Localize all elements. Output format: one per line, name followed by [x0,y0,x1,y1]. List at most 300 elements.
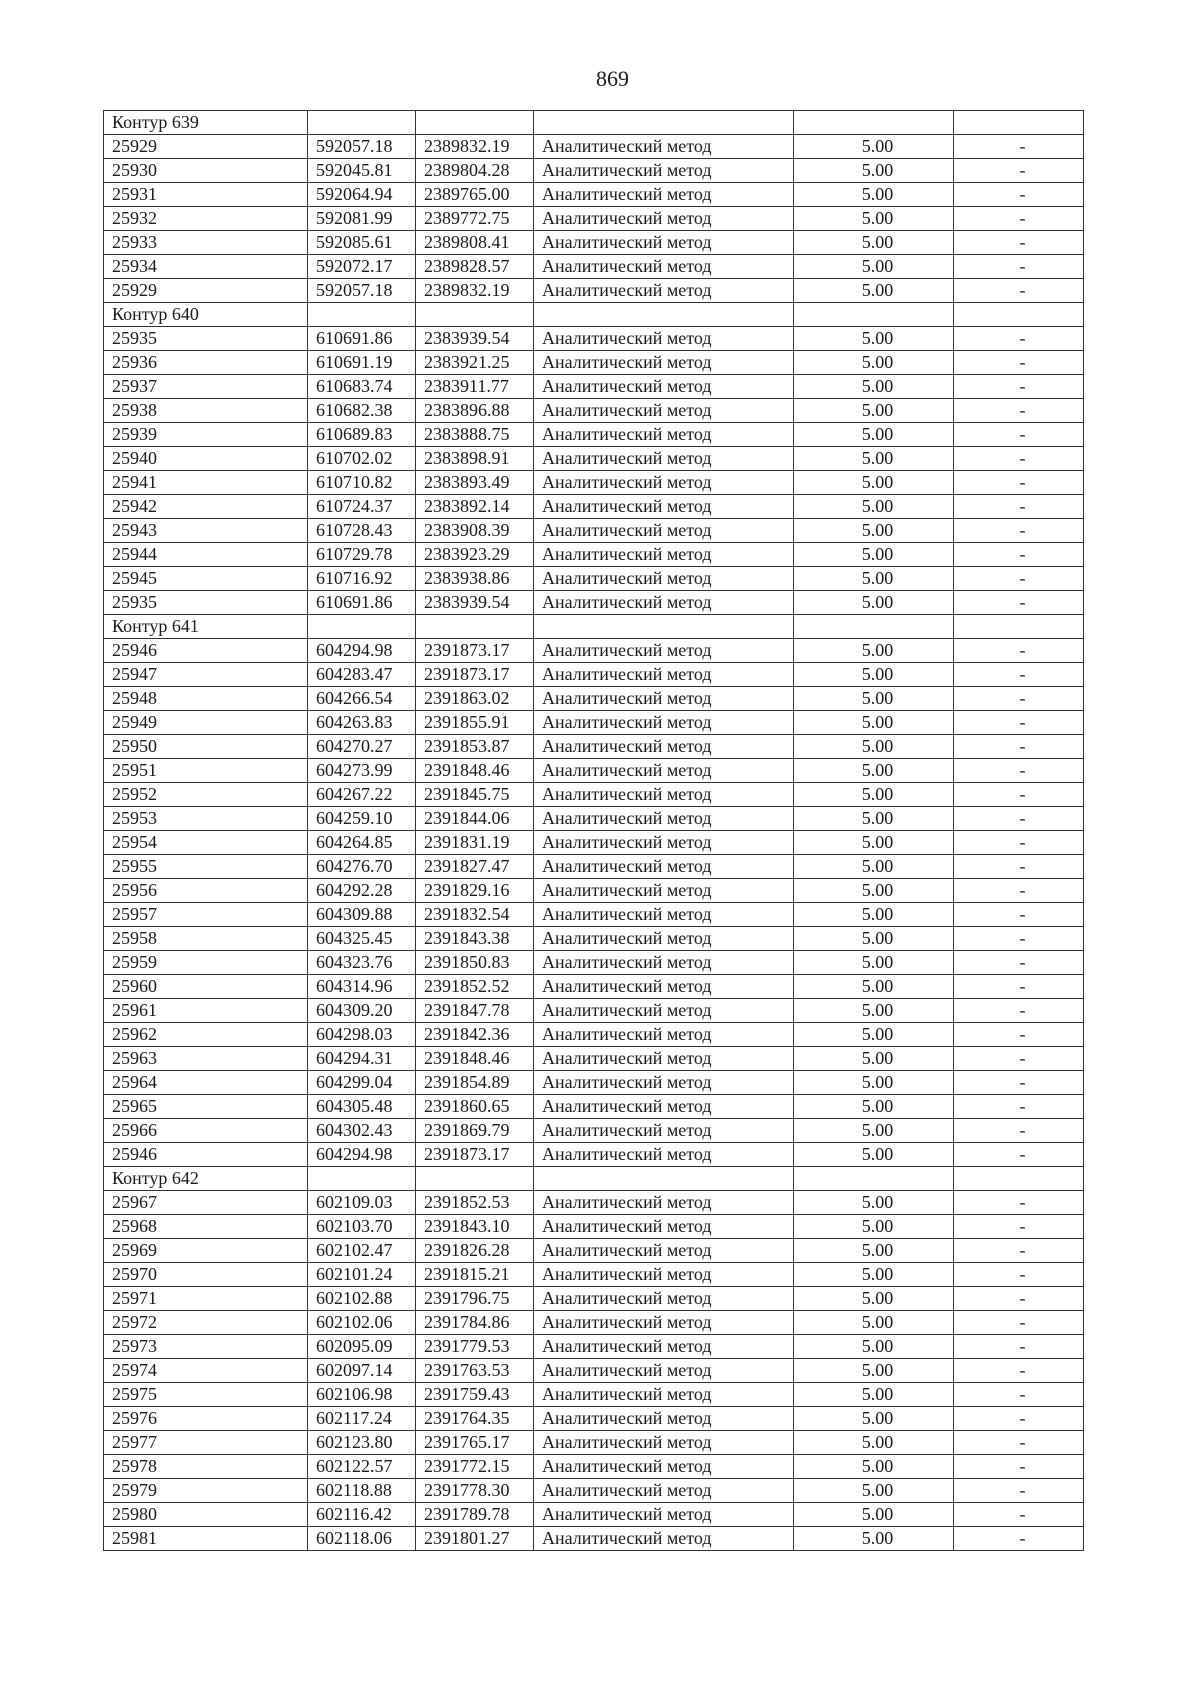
note: - [954,1383,1084,1407]
point-id: 25932 [104,207,308,231]
point-id: 25969 [104,1239,308,1263]
coord-y: 2391843.10 [416,1215,534,1239]
precision: 5.00 [794,423,954,447]
point-id: 25930 [104,159,308,183]
precision: 5.00 [794,855,954,879]
coord-y: 2391852.52 [416,975,534,999]
coord-x: 610691.19 [308,351,416,375]
point-id: 25974 [104,1359,308,1383]
precision: 5.00 [794,399,954,423]
method: Аналитический метод [534,447,794,471]
table-row [104,159,1084,183]
coord-x: 592045.81 [308,159,416,183]
method: Аналитический метод [534,975,794,999]
coord-y: 2389804.28 [416,159,534,183]
table-row [104,1527,1084,1551]
table-row [104,903,1084,927]
point-id: 25947 [104,663,308,687]
table-row [104,1335,1084,1359]
coord-y: 2391848.46 [416,1047,534,1071]
point-id: 25979 [104,1479,308,1503]
coord-x: 604294.98 [308,639,416,663]
contour-header-row [104,1167,1084,1191]
coord-x: 602102.88 [308,1287,416,1311]
coord-x: 610729.78 [308,543,416,567]
coord-x: 604325.45 [308,927,416,951]
precision: 5.00 [794,327,954,351]
method: Аналитический метод [534,783,794,807]
contour-name: Контур 639 [104,111,308,135]
point-id: 25934 [104,255,308,279]
coord-x: 604259.10 [308,807,416,831]
precision: 5.00 [794,1263,954,1287]
point-id: 25944 [104,543,308,567]
point-id: 25977 [104,1431,308,1455]
coord-y: 2389765.00 [416,183,534,207]
point-id: 25959 [104,951,308,975]
note: - [954,1119,1084,1143]
note: - [954,1239,1084,1263]
method: Аналитический метод [534,1215,794,1239]
note: - [954,1143,1084,1167]
table-row [104,1071,1084,1095]
coord-x: 602103.70 [308,1215,416,1239]
coord-y: 2391873.17 [416,639,534,663]
method: Аналитический метод [534,567,794,591]
precision: 5.00 [794,1119,954,1143]
precision: 5.00 [794,1239,954,1263]
method: Аналитический метод [534,807,794,831]
table-row [104,1479,1084,1503]
coord-y: 2383892.14 [416,495,534,519]
point-id: 25935 [104,591,308,615]
method: Аналитический метод [534,351,794,375]
point-id: 25973 [104,1335,308,1359]
point-id: 25978 [104,1455,308,1479]
precision: 5.00 [794,1191,954,1215]
method: Аналитический метод [534,375,794,399]
coord-y: 2383896.88 [416,399,534,423]
point-id: 25955 [104,855,308,879]
table-row [104,1239,1084,1263]
precision: 5.00 [794,1479,954,1503]
contour-name: Контур 642 [104,1167,308,1191]
precision: 5.00 [794,207,954,231]
note: - [954,975,1084,999]
method: Аналитический метод [534,1479,794,1503]
note: - [954,207,1084,231]
precision: 5.00 [794,159,954,183]
precision: 5.00 [794,663,954,687]
table-row [104,951,1084,975]
method: Аналитический метод [534,279,794,303]
precision: 5.00 [794,543,954,567]
method: Аналитический метод [534,495,794,519]
method: Аналитический метод [534,1359,794,1383]
point-id: 25949 [104,711,308,735]
point-id: 25933 [104,231,308,255]
coord-x: 604309.20 [308,999,416,1023]
precision: 5.00 [794,1095,954,1119]
coord-y: 2391784.86 [416,1311,534,1335]
method: Аналитический метод [534,1239,794,1263]
method: Аналитический метод [534,1311,794,1335]
precision: 5.00 [794,687,954,711]
coord-y: 2383893.49 [416,471,534,495]
note: - [954,495,1084,519]
point-id: 25953 [104,807,308,831]
note: - [954,591,1084,615]
coord-x: 604294.98 [308,1143,416,1167]
method: Аналитический метод [534,711,794,735]
coord-y: 2383923.29 [416,543,534,567]
coord-y: 2391873.17 [416,663,534,687]
note: - [954,1071,1084,1095]
table-row [104,1143,1084,1167]
note: - [954,231,1084,255]
method: Аналитический метод [534,1191,794,1215]
method: Аналитический метод [534,639,794,663]
precision: 5.00 [794,183,954,207]
coord-y: 2391843.38 [416,927,534,951]
coord-y: 2391853.87 [416,735,534,759]
coord-x: 610691.86 [308,591,416,615]
precision: 5.00 [794,999,954,1023]
point-id: 25966 [104,1119,308,1143]
note: - [954,1431,1084,1455]
empty-cell [308,1167,416,1191]
table-row [104,351,1084,375]
point-id: 25971 [104,1287,308,1311]
precision: 5.00 [794,1335,954,1359]
coord-y: 2391801.27 [416,1527,534,1551]
note: - [954,1479,1084,1503]
precision: 5.00 [794,1143,954,1167]
table-row [104,831,1084,855]
note: - [954,735,1084,759]
table-row [104,855,1084,879]
method: Аналитический метод [534,159,794,183]
precision: 5.00 [794,1407,954,1431]
method: Аналитический метод [534,1431,794,1455]
precision: 5.00 [794,975,954,999]
note: - [954,183,1084,207]
coord-y: 2391763.53 [416,1359,534,1383]
table-row [104,639,1084,663]
table-row [104,135,1084,159]
table-row [104,807,1084,831]
empty-cell [534,303,794,327]
table-row [104,1503,1084,1527]
table-row [104,1311,1084,1335]
coord-x: 602106.98 [308,1383,416,1407]
point-id: 25961 [104,999,308,1023]
precision: 5.00 [794,1431,954,1455]
coord-x: 602122.57 [308,1455,416,1479]
precision: 5.00 [794,639,954,663]
precision: 5.00 [794,759,954,783]
coord-y: 2383938.86 [416,567,534,591]
point-id: 25960 [104,975,308,999]
point-id: 25964 [104,1071,308,1095]
note: - [954,159,1084,183]
note: - [954,663,1084,687]
method: Аналитический метод [534,759,794,783]
note: - [954,471,1084,495]
note: - [954,783,1084,807]
table-row [104,231,1084,255]
coord-x: 610691.86 [308,327,416,351]
method: Аналитический метод [534,1407,794,1431]
note: - [954,1359,1084,1383]
precision: 5.00 [794,903,954,927]
table-row [104,495,1084,519]
note: - [954,1215,1084,1239]
coord-y: 2391815.21 [416,1263,534,1287]
note: - [954,711,1084,735]
precision: 5.00 [794,447,954,471]
point-id: 25936 [104,351,308,375]
method: Аналитический метод [534,1335,794,1359]
coord-x: 592072.17 [308,255,416,279]
coord-x: 592085.61 [308,231,416,255]
contour-name: Контур 640 [104,303,308,327]
coord-x: 592081.99 [308,207,416,231]
coord-y: 2391826.28 [416,1239,534,1263]
point-id: 25962 [104,1023,308,1047]
coord-y: 2391847.78 [416,999,534,1023]
note: - [954,327,1084,351]
note: - [954,423,1084,447]
point-id: 25976 [104,1407,308,1431]
note: - [954,1335,1084,1359]
empty-cell [954,615,1084,639]
point-id: 25938 [104,399,308,423]
coord-x: 592064.94 [308,183,416,207]
point-id: 25963 [104,1047,308,1071]
point-id: 25948 [104,687,308,711]
precision: 5.00 [794,1311,954,1335]
contour-header-row [104,111,1084,135]
method: Аналитический метод [534,927,794,951]
coord-x: 604267.22 [308,783,416,807]
coord-x: 604270.27 [308,735,416,759]
empty-cell [954,303,1084,327]
precision: 5.00 [794,951,954,975]
precision: 5.00 [794,255,954,279]
coord-x: 602109.03 [308,1191,416,1215]
table-row [104,1455,1084,1479]
note: - [954,927,1084,951]
empty-cell [416,111,534,135]
coord-x: 610702.02 [308,447,416,471]
note: - [954,447,1084,471]
coord-y: 2383908.39 [416,519,534,543]
coord-x: 604276.70 [308,855,416,879]
point-id: 25946 [104,639,308,663]
precision: 5.00 [794,519,954,543]
contour-header-row [104,615,1084,639]
method: Аналитический метод [534,519,794,543]
coord-x: 604273.99 [308,759,416,783]
table-row [104,759,1084,783]
note: - [954,519,1084,543]
precision: 5.00 [794,735,954,759]
coord-x: 610716.92 [308,567,416,591]
coord-y: 2389832.19 [416,279,534,303]
table-row [104,375,1084,399]
point-id: 25954 [104,831,308,855]
coord-y: 2391869.79 [416,1119,534,1143]
empty-cell [954,1167,1084,1191]
table-row [104,879,1084,903]
empty-cell [308,615,416,639]
point-id: 25941 [104,471,308,495]
method: Аналитический метод [534,231,794,255]
table-row [104,735,1084,759]
coord-y: 2391848.46 [416,759,534,783]
point-id: 25981 [104,1527,308,1551]
coord-y: 2391764.35 [416,1407,534,1431]
note: - [954,255,1084,279]
point-id: 25935 [104,327,308,351]
table-row [104,711,1084,735]
method: Аналитический метод [534,207,794,231]
point-id: 25943 [104,519,308,543]
note: - [954,1455,1084,1479]
precision: 5.00 [794,591,954,615]
coord-y: 2383939.54 [416,327,534,351]
precision: 5.00 [794,471,954,495]
point-id: 25929 [104,135,308,159]
method: Аналитический метод [534,543,794,567]
note: - [954,879,1084,903]
coord-x: 610683.74 [308,375,416,399]
coord-y: 2383921.25 [416,351,534,375]
method: Аналитический метод [534,831,794,855]
point-id: 25967 [104,1191,308,1215]
coord-y: 2391860.65 [416,1095,534,1119]
note: - [954,1023,1084,1047]
precision: 5.00 [794,807,954,831]
table-row [104,447,1084,471]
table-row [104,1047,1084,1071]
point-id: 25975 [104,1383,308,1407]
coord-y: 2391854.89 [416,1071,534,1095]
precision: 5.00 [794,1359,954,1383]
method: Аналитический метод [534,903,794,927]
method: Аналитический метод [534,1455,794,1479]
coord-x: 592057.18 [308,279,416,303]
method: Аналитический метод [534,471,794,495]
point-id: 25945 [104,567,308,591]
method: Аналитический метод [534,1383,794,1407]
coord-x: 602097.14 [308,1359,416,1383]
coord-y: 2391759.43 [416,1383,534,1407]
precision: 5.00 [794,1383,954,1407]
empty-cell [308,303,416,327]
precision: 5.00 [794,495,954,519]
method: Аналитический метод [534,1071,794,1095]
contour-header-row [104,303,1084,327]
table-row [104,1431,1084,1455]
precision: 5.00 [794,231,954,255]
contour-name: Контур 641 [104,615,308,639]
point-id: 25968 [104,1215,308,1239]
method: Аналитический метод [534,999,794,1023]
coord-x: 602123.80 [308,1431,416,1455]
precision: 5.00 [794,279,954,303]
note: - [954,351,1084,375]
table-row [104,207,1084,231]
coord-x: 602101.24 [308,1263,416,1287]
method: Аналитический метод [534,327,794,351]
coord-y: 2391778.30 [416,1479,534,1503]
precision: 5.00 [794,351,954,375]
coord-x: 604302.43 [308,1119,416,1143]
coord-x: 610682.38 [308,399,416,423]
table-row [104,1215,1084,1239]
coord-y: 2391873.17 [416,1143,534,1167]
note: - [954,687,1084,711]
note: - [954,1311,1084,1335]
method: Аналитический метод [534,879,794,903]
table-row [104,927,1084,951]
precision: 5.00 [794,879,954,903]
table-row [104,1023,1084,1047]
coord-y: 2391863.02 [416,687,534,711]
empty-cell [416,615,534,639]
note: - [954,399,1084,423]
method: Аналитический метод [534,1263,794,1287]
coord-x: 610689.83 [308,423,416,447]
coord-y: 2389772.75 [416,207,534,231]
method: Аналитический метод [534,399,794,423]
point-id: 25937 [104,375,308,399]
method: Аналитический метод [534,687,794,711]
coord-x: 604283.47 [308,663,416,687]
precision: 5.00 [794,783,954,807]
point-id: 25929 [104,279,308,303]
coord-y: 2391831.19 [416,831,534,855]
coord-x: 604305.48 [308,1095,416,1119]
coordinates-table [103,110,1084,1551]
precision: 5.00 [794,711,954,735]
empty-cell [534,1167,794,1191]
point-id: 25970 [104,1263,308,1287]
coord-x: 602118.06 [308,1527,416,1551]
table-row [104,423,1084,447]
coord-x: 610710.82 [308,471,416,495]
table-row [104,999,1084,1023]
precision: 5.00 [794,1527,954,1551]
coord-x: 604263.83 [308,711,416,735]
method: Аналитический метод [534,951,794,975]
note: - [954,279,1084,303]
table-row [104,1191,1084,1215]
note: - [954,855,1084,879]
coord-x: 602102.47 [308,1239,416,1263]
coord-y: 2391842.36 [416,1023,534,1047]
table-row [104,663,1084,687]
note: - [954,759,1084,783]
table-row [104,591,1084,615]
precision: 5.00 [794,567,954,591]
precision: 5.00 [794,135,954,159]
coord-y: 2391779.53 [416,1335,534,1359]
point-id: 25939 [104,423,308,447]
coord-x: 602118.88 [308,1479,416,1503]
